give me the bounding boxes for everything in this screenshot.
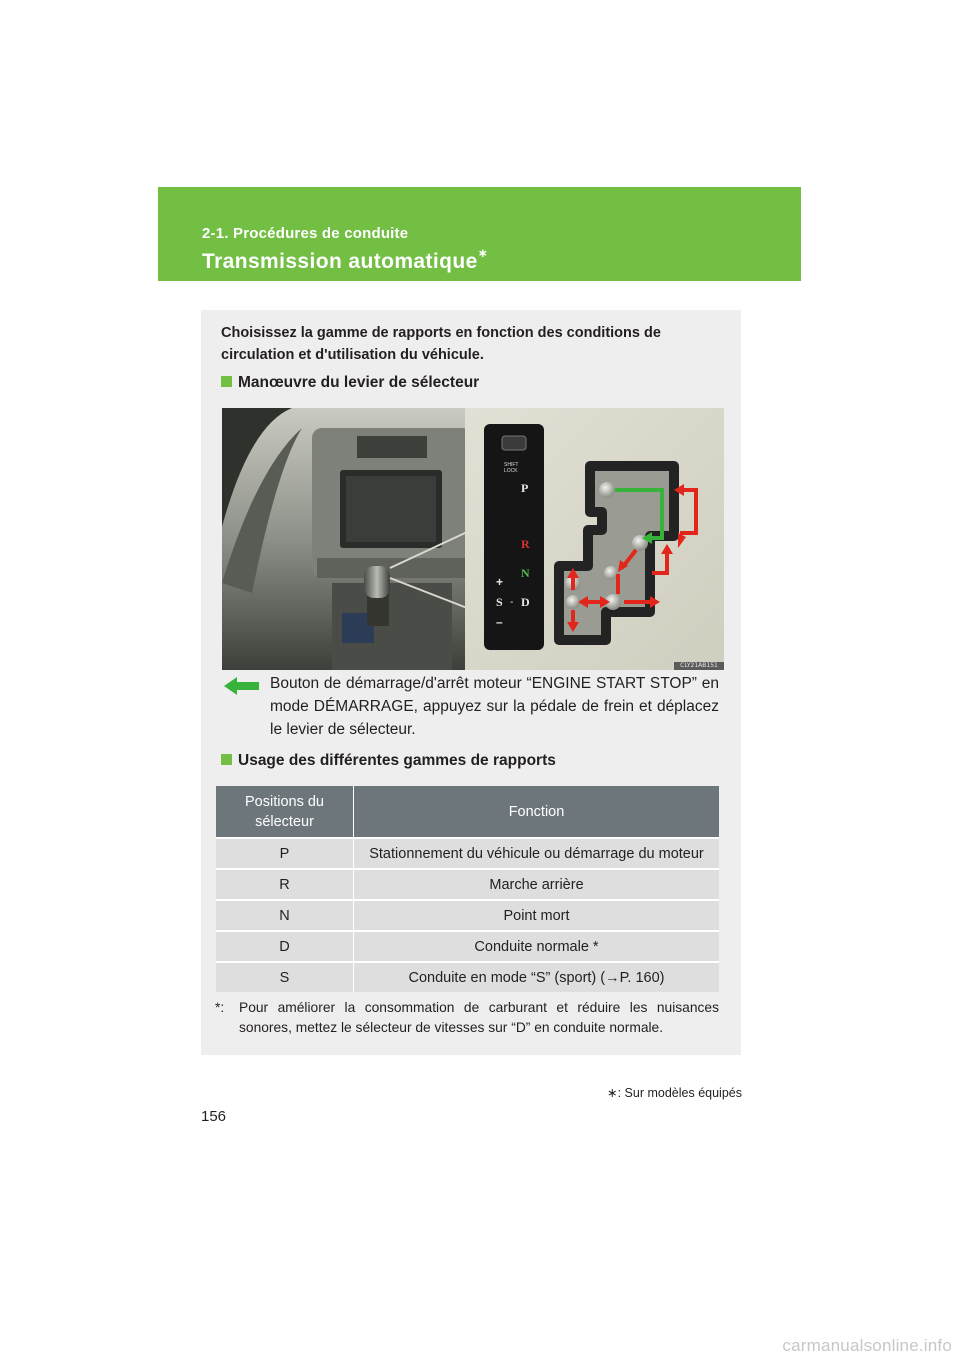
illustration-code: CLY21AB151 [674, 662, 724, 670]
gate-letter-r: R [521, 537, 530, 551]
table-header-row [216, 786, 719, 838]
table-row [216, 900, 719, 931]
position-cell: S [216, 962, 354, 992]
asterisk-note [215, 998, 719, 1038]
table-row [216, 931, 719, 962]
gate-ball-s2 [566, 595, 580, 609]
asterisk-note-text: Pour améliorer la consommation de carburant et réduire les nuisances sonores, mettez le sélecteur de vitesses sur “D” en conduite normale. [239, 1000, 719, 1035]
subheading-lever: Manœuvre du levier de sélecteur [221, 374, 479, 392]
table-row [216, 869, 719, 900]
equipped-models-footnote: ∗: Sur modèles équipés [607, 1086, 742, 1100]
position-cell: R [216, 869, 354, 900]
gate-ball-n [604, 566, 618, 580]
content-panel [201, 310, 741, 1055]
position-cell: D [216, 931, 354, 962]
section-label: 2-1. Procédures de conduite [202, 225, 409, 242]
gear-range-table [216, 786, 719, 992]
minus-sign: – [496, 615, 503, 629]
function-cell: Conduite en mode “S” (sport) (→P. 160) [354, 962, 720, 992]
page-title: Transmission automatique∗ [202, 246, 489, 273]
title-asterisk: ∗ [477, 246, 489, 260]
square-bullet-icon [221, 754, 232, 765]
left-arrow-icon [224, 676, 260, 696]
function-cell: Point mort [354, 900, 720, 931]
shift-plate [484, 424, 544, 650]
shift-knob [364, 566, 390, 598]
gate-letter-s: S [496, 595, 503, 609]
dash-sign: - [510, 597, 514, 608]
illustration-svg [222, 408, 724, 670]
function-cell: Conduite normale * [354, 931, 720, 962]
vent [357, 436, 427, 458]
function-cell: Marche arrière [354, 869, 720, 900]
instruction-text: Bouton de démarrage/d'arrêt moteur “ENGINE START STOP” en mode DÉMARRAGE, appuyez sur la pédale de frein et déplacez le levier de sélecteur. [270, 675, 719, 738]
asterisk-mark: *: [215, 1000, 225, 1015]
shift-lock-button [502, 436, 526, 450]
gate-letter-p: P [521, 481, 529, 495]
column-header-position: Positions du sélecteur [216, 786, 354, 838]
chapter-header [158, 187, 801, 281]
position-cell: P [216, 838, 354, 869]
plus-sign: + [496, 575, 504, 589]
column-header-function: Fonction [354, 786, 720, 838]
subheading-ranges: Usage des différentes gammes de rapports [221, 752, 556, 770]
square-bullet-icon [221, 376, 232, 387]
gate-ball-p [599, 482, 615, 498]
page-number: 156 [201, 1108, 227, 1125]
intro-text: Choisissez la gamme de rapports en fonction des conditions de circulation et d'utilisation du véhicule. [221, 325, 661, 363]
table-row [216, 962, 719, 992]
table-row [216, 838, 719, 869]
gate-letter-n: N [521, 566, 530, 580]
position-cell: N [216, 900, 354, 931]
shift-lever-illustration [222, 408, 724, 670]
gate-letter-d: D [521, 595, 530, 609]
watermark: carmanualsonline.info [782, 1336, 952, 1355]
function-cell: Stationnement du véhicule ou démarrage du moteur [354, 838, 720, 869]
shift-lock-label: SHIFT LOCK [504, 462, 519, 474]
